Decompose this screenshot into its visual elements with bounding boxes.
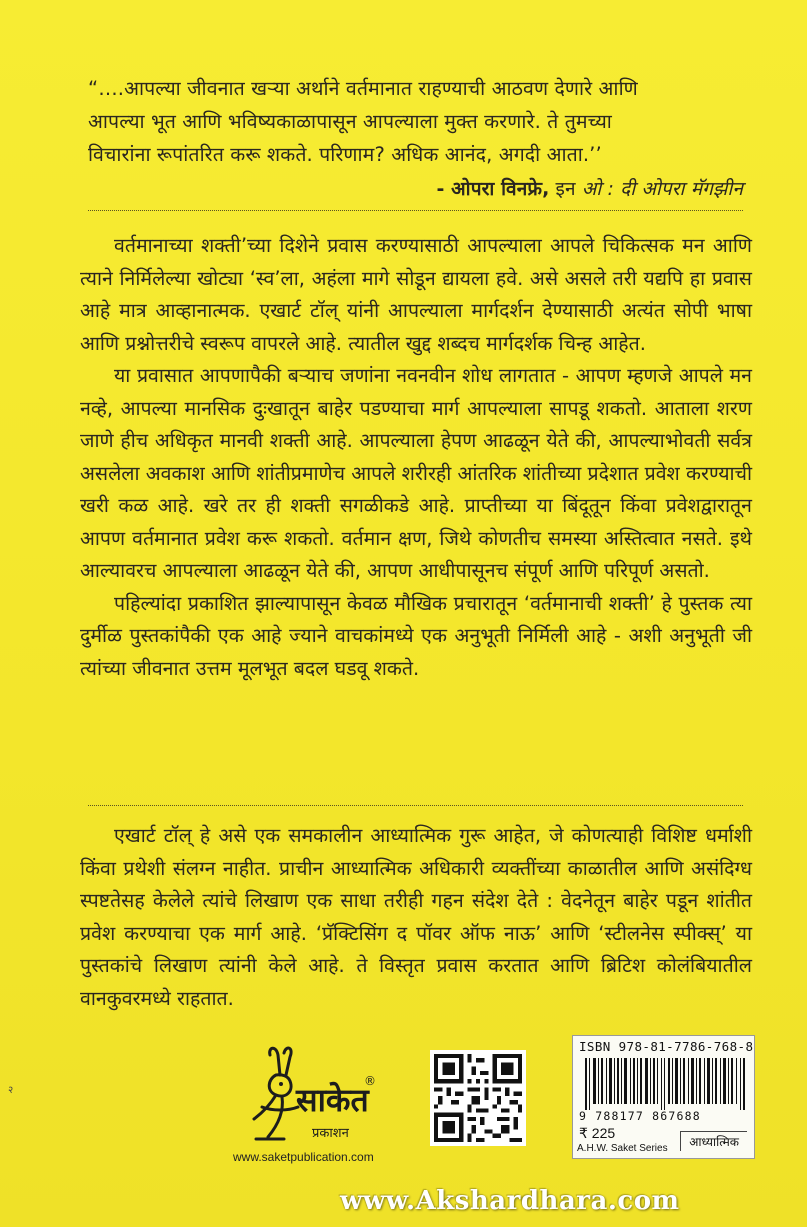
barcode-icon [583, 1058, 748, 1110]
endorsement-quote [88, 72, 743, 206]
corner-mark: २ [8, 1085, 14, 1096]
qr-code-icon [434, 1054, 522, 1142]
book-description [80, 230, 752, 685]
price-label: ₹ 225 [579, 1125, 616, 1141]
author-bio [80, 820, 752, 1015]
attribution-name: - ओपरा विनफ्रे, [436, 178, 550, 200]
quote-line: आपल्या भूत आणि भविष्यकाळापासून आपल्याला मुक्त करणारे. ते तुमच्या [88, 110, 612, 133]
dotted-divider [88, 805, 743, 806]
site-watermark: www.Akshardhara.com [340, 1186, 680, 1216]
description-paragraph: पहिल्यांदा प्रकाशित झाल्यापासून केवळ मौखिक प्रचारातून ‘वर्तमानाची शक्ती’ हे पुस्तक त्या दुर्मीळ पुस्तकांपैकी एक आहे ज्याने वाचकांमध्ये एक अनुभूती निर्मिली आहे - अशी अनुभूती जी त्यांच्या जीवनात उत्तम मूलभूत बदल घडवू शकते. [80, 591, 752, 680]
quote-attribution [88, 173, 743, 206]
registered-mark: ® [364, 1074, 376, 1088]
barcode-digits: 9 788177 867688 [579, 1109, 701, 1123]
publisher-url[interactable]: www.saketpublication.com [233, 1150, 374, 1164]
publisher-logo [232, 1041, 392, 1161]
logo-subtext: प्रकाशन [312, 1126, 349, 1141]
series-label: A.H.W. Saket Series [577, 1143, 668, 1154]
rabbit-logo-icon [232, 1041, 392, 1151]
author-paragraph: एखार्ट टॉल् हे असे एक समकालीन आध्यात्मिक गुरू आहेत, जे कोणत्याही विशिष्ट धर्माशी किंवा प्रथेशी संलग्न नाहीत. प्राचीन आध्यात्मिक अधिकारी व्यक्तींच्या काळातील आणि असंदिग्ध स्पष्टतेसह केलेले त्यांचे लिखाण एक साधा तरीही गहन संदेश देते : वेदनेतून बाहेर पडून शांतीत प्रवेश करण्याचा एक मार्ग आहे. ‘प्रॅक्टिसिंग द पॉवर ऑफ नाऊ’ आणि ‘स्टीलनेस स्पीक्स्’ या पुस्तकांचे लिखाण त्यांनी केले आहे. ते विस्तृत प्रवास करतात आणि ब्रिटिश कोलंबियातील वानकुवरमध्ये राहतात. [80, 824, 752, 1010]
attribution-magazine: ओ : दी ओपरा मॅगझीन [581, 178, 743, 200]
genre-label: आध्यात्मिक [680, 1131, 747, 1151]
dotted-divider [88, 210, 743, 211]
quote-line: विचारांना रूपांतरित करू शकते. परिणाम? अधिक आनंद, अगदी आता.’’ [88, 143, 602, 166]
description-paragraph: वर्तमानाच्या शक्ती’च्या दिशेने प्रवास करण्यासाठी आपल्याला आपले चिकित्सक मन आणि त्याने निर्मिलेल्या खोट्या ‘स्व’ला, अहंला मागे सोडून द्यायला हवे. असे असले तरी यद्यपि हा प्रवास आहे मात्र आव्हानात्मक. एखार्ट टॉल् यांनी आपल्याला मार्गदर्शन देण्यासाठी अत्यंत सोपी भाषा आणि प्रश्नोत्तरीचे स्वरूप वापरले आहे. त्यातील खुद्द शब्दच मार्गदर्शक चिन्ह आहेत. [80, 234, 752, 355]
quote-line: “….आपल्या जीवनात खऱ्या अर्थाने वर्तमानात राहण्याची आठवण देणारे आणि [88, 77, 638, 100]
logo-text: साकेत [296, 1081, 369, 1119]
back-cover-footer [0, 1035, 807, 1175]
qr-code[interactable] [430, 1050, 526, 1146]
description-paragraph: या प्रवासात आपणापैकी बऱ्याच जणांना नवनवीन शोध लागतात - आपण म्हणजे आपले मन नव्हे, आपल्या मानसिक दुःखातून बाहेर पडण्याचा मार्ग आपल्याला सापडू शकतो. आताला शरण जाणे हीच अधिकृत मानवी शक्ती आहे. आपल्याला हेपण आढळून येते की, आपल्याभोवती सर्वत्र असलेला अवकाश आणि शांतीप्रमाणेच आपले शरीरही आंतरिक शांतीच्या प्रदेशात प्रवेश करण्याची खरी कळ आहे. खरे तर ही शक्ती सगळीकडे आहे. प्राप्तीच्या या बिंदूतून किंवा प्रवेशद्वारातून आपण वर्तमानात प्रवेश करू शकतो. वर्तमान क्षण, जिथे कोणतीच समस्या अस्तित्वात नसते. इथे आल्यावरच आपल्याला आढळून येते की, आपण आधीपासूनच संपूर्ण आणि परिपूर्ण असतो. [80, 364, 753, 582]
attribution-connector: इन [549, 178, 582, 200]
isbn-number: ISBN 978-81-7786-768-8 [579, 1039, 754, 1054]
isbn-price-box [572, 1035, 755, 1159]
